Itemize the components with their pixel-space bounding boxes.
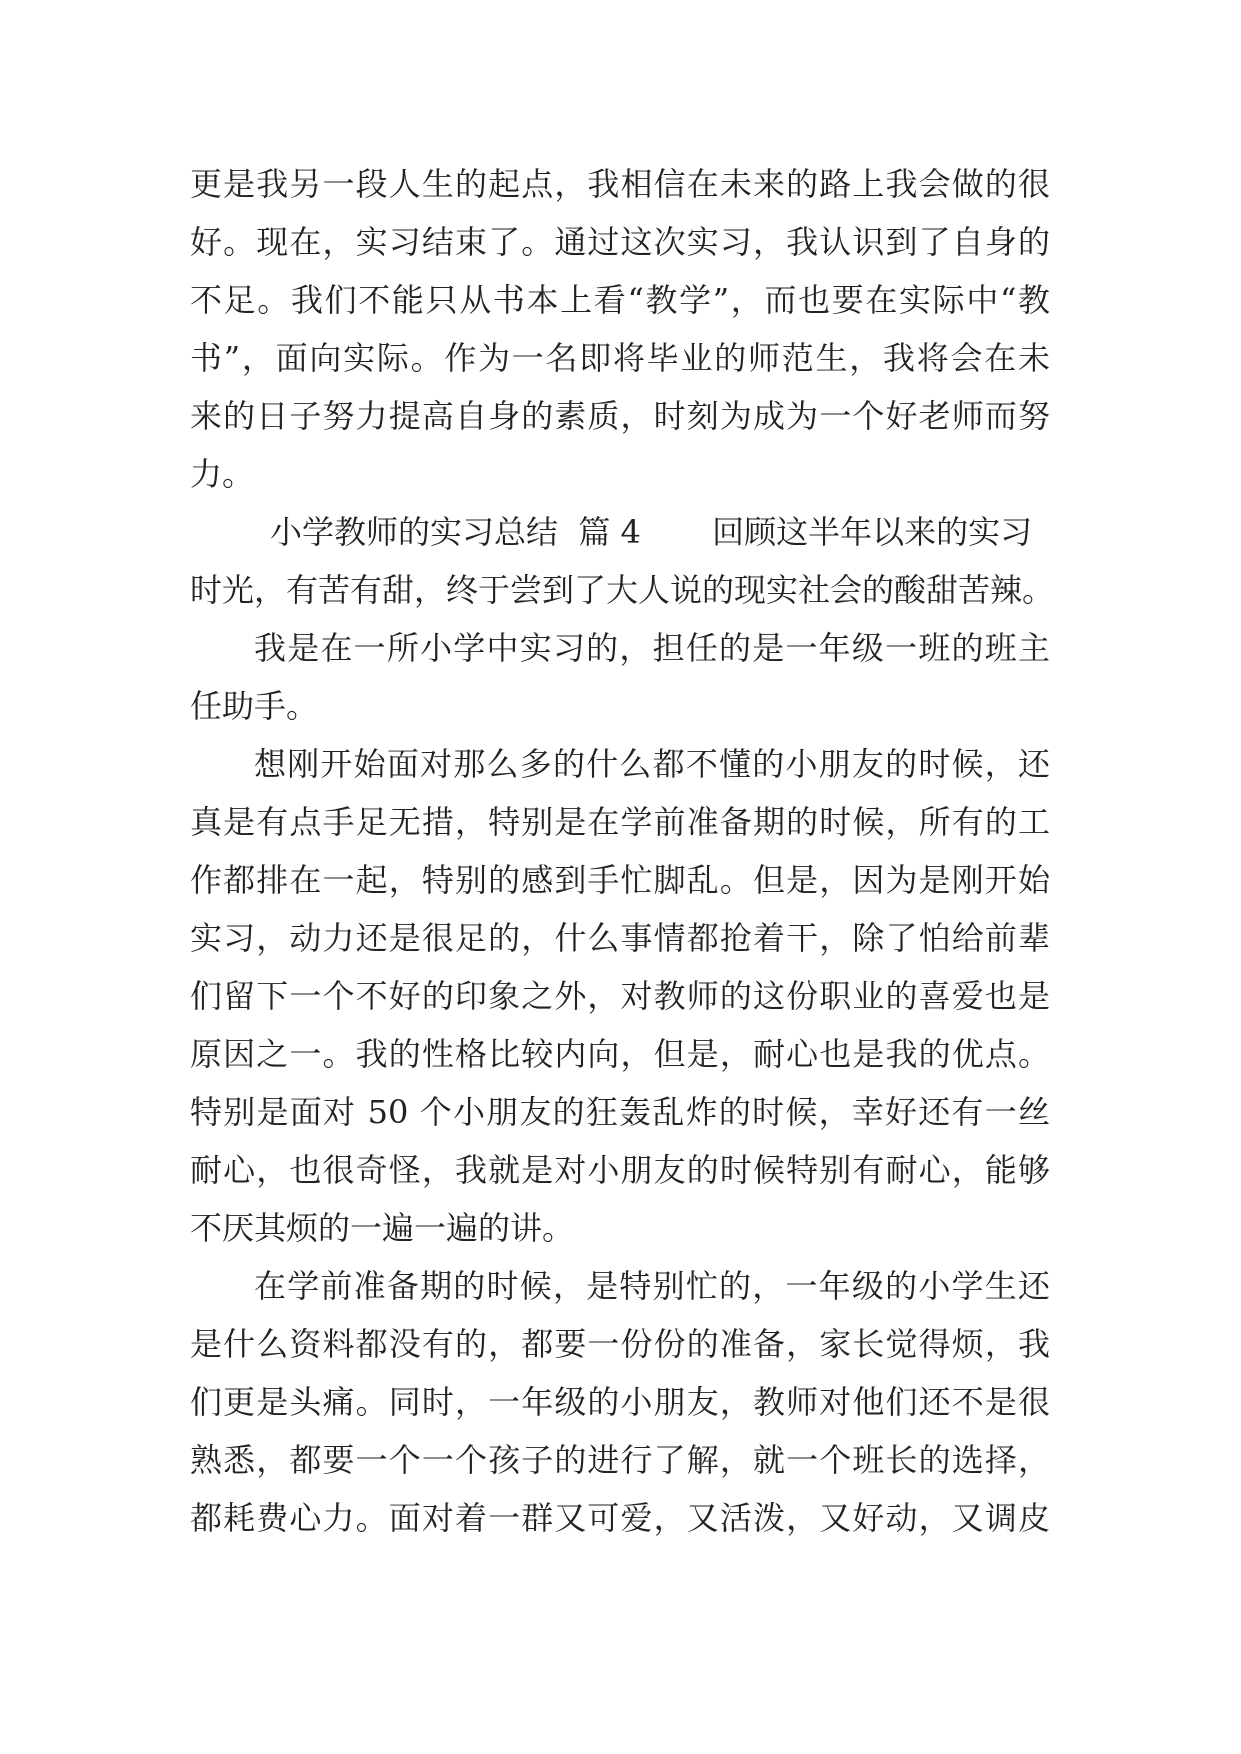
text-line: 真是有点手足无措，特别是在学前准备期的时候，所有的工: [190, 803, 1050, 841]
text-line: 作都排在一起，特别的感到手忙脚乱。但是，因为是刚开始: [190, 861, 1050, 899]
text-line: 是什么资料都没有的，都要一份份的准备，家长觉得烦，我: [190, 1325, 1050, 1363]
text-line: 原因之一。我的性格比较内向，但是，耐心也是我的优点。: [190, 1035, 1050, 1073]
text-line: 不足。我们不能只从书本上看“教学”，而也要在实际中“教: [190, 281, 1050, 319]
paragraph-first-line: 想刚开始面对那么多的什么都不懂的小朋友的时候，还: [254, 745, 1050, 783]
text-line: 时光，有苦有甜，终于尝到了大人说的现实社会的酸甜苦辣。: [190, 571, 1055, 609]
text-line: 好。现在，实习结束了。通过这次实习，我认识到了自身的: [190, 223, 1050, 261]
text-line: 特别是面对 50 个小朋友的狂轰乱炸的时候，幸好还有一丝: [190, 1093, 1050, 1131]
paragraph-first-line: 我是在一所小学中实习的，担任的是一年级一班的班主: [254, 629, 1050, 667]
text-line: 实习，动力还是很足的，什么事情都抢着干，除了怕给前辈: [190, 919, 1050, 957]
text-line: 耐心，也很奇怪，我就是对小朋友的时候特别有耐心，能够: [190, 1151, 1050, 1189]
paragraph-first-line: 在学前准备期的时候，是特别忙的，一年级的小学生还: [254, 1267, 1050, 1305]
text-line: 们留下一个不好的印象之外，对教师的这份职业的喜爱也是: [190, 977, 1050, 1015]
text-line: 熟悉，都要一个一个孩子的进行了解，就一个班长的选择，: [190, 1441, 1050, 1479]
text-line: 都耗费心力。面对着一群又可爱，又活泼，又好动，又调皮: [190, 1499, 1050, 1537]
text-line: 书”，面向实际。作为一名即将毕业的师范生，我将会在未: [190, 339, 1050, 377]
text-line: 任助手。: [190, 687, 319, 725]
text-line: 更是我另一段人生的起点，我相信在未来的路上我会做的很: [190, 165, 1050, 203]
text-line: 力。: [190, 455, 255, 493]
section-heading-line: 小学教师的实习总结 篇 4 回顾这半年以来的实习: [270, 513, 1033, 551]
text-line: 们更是头痛。同时，一年级的小朋友，教师对他们还不是很: [190, 1383, 1050, 1421]
text-line: 不厌其烦的一遍一遍的讲。: [190, 1209, 575, 1247]
text-line: 来的日子努力提高自身的素质，时刻为成为一个好老师而努: [190, 397, 1050, 435]
